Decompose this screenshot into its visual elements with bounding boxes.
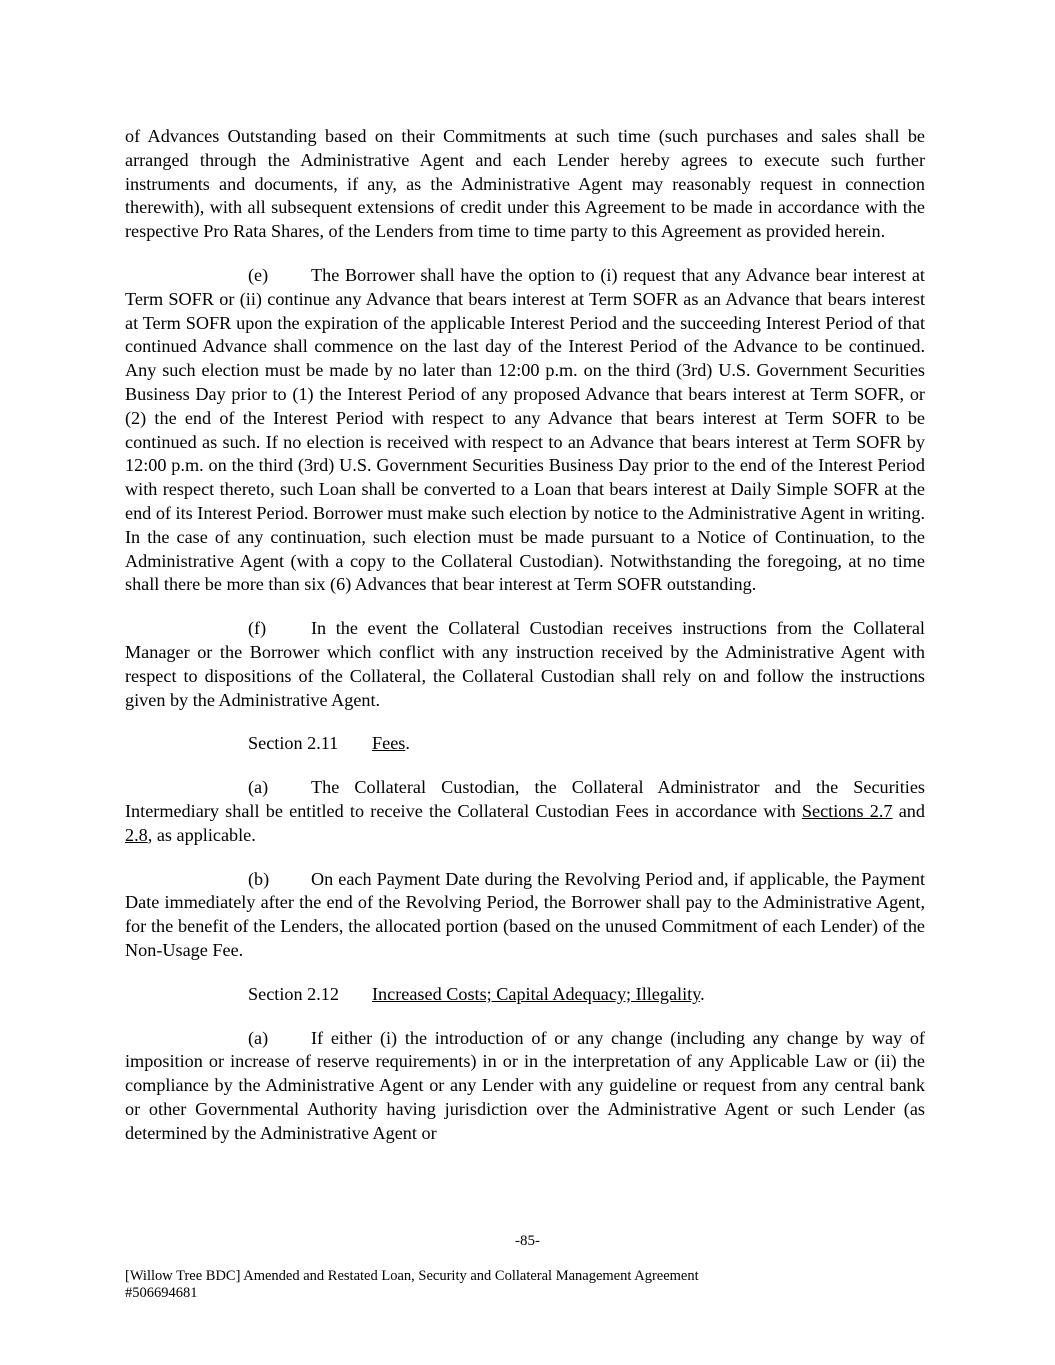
paragraph-2-12-a-text: If either (i) the introduction of or any change (including any change by way of imposition or increase of reserve requirements) in or in the interpretation of any Applicable Law or (ii) the compliance by the Administrative Agent or any Lender with any guideline or request from any central bank or other Governmental Authority having jurisdiction over the Administrative Agent or such Lender (as determined by the Administrative Agent or [125, 1027, 925, 1143]
paragraph-2-11-b-label: (b) [248, 868, 270, 889]
document-body [125, 125, 925, 1165]
section-2-11-punct: . [405, 733, 410, 754]
paragraph-2-11-a-text-after: , as applicable. [147, 824, 256, 845]
paragraph-f-label: (f) [248, 618, 267, 639]
section-2-11-heading [125, 732, 925, 756]
paragraph-e-label: (e) [248, 264, 269, 285]
section-reference-2-8: 2.8 [125, 824, 148, 845]
section-2-12-label: Section 2.12 [248, 983, 339, 1004]
paragraph-2-11-b-text: On each Payment Date during the Revolving Period and, if applicable, the Payment Date immediately after the end of the Revolving Period, the Borrower shall pay to the Administrative Agent, for the benefit of the Lenders, the allocated portion (based on the unused Commitment of each Lender) of the Non-Usage Fee. [125, 868, 925, 960]
section-2-12-punct: . [700, 983, 705, 1004]
page-footer [125, 1268, 925, 1302]
section-2-12-title: Increased Costs; Capital Adequacy; Illegality [372, 983, 701, 1004]
paragraph-2-12-a [125, 1027, 925, 1146]
paragraph-f [125, 617, 925, 712]
page-number: -85- [515, 1233, 540, 1249]
footer-document-title: [Willow Tree BDC] Amended and Restated Loan, Security and Collateral Management Agreement [125, 1268, 699, 1284]
paragraph-2-12-a-label: (a) [248, 1027, 269, 1048]
section-2-11-label: Section 2.11 [248, 733, 339, 754]
paragraph-2-11-a-text-mid: and [892, 800, 925, 821]
paragraph-f-text: In the event the Collateral Custodian receives instructions from the Collateral Manager or the Borrower which conflict with any instruction received by the Administrative Agent with respect to dispositions of the Collateral, the Collateral Custodian shall rely on and follow the instructions given by the Administrative Agent. [125, 618, 925, 710]
section-2-11-title: Fees [372, 733, 406, 754]
paragraph-2-11-a [125, 776, 925, 847]
paragraph-e [125, 264, 925, 597]
section-reference-2-7: Sections 2.7 [801, 800, 893, 821]
paragraph-e-text: The Borrower shall have the option to (i) request that any Advance bear interest at Term SOFR or (ii) continue any Advance that bears interest at Term SOFR as an Advance that bears interest at Term SOFR upon the expiration of the applicable Interest Period and the succeeding Interest Period of that continued Advance shall commence on the last day of the Interest Period of the Advance to be continued. Any such election must be made by no later than 12:00 p.m. on the third (3rd) U.S. Government Securities Business Day prior to (1) the Interest Period of any proposed Advance that bears interest at Term SOFR, or (2) the end of the Interest Period with respect to any Advance that bears interest at Term SOFR to be continued as such. If no election is received with respect to an Advance that bears interest at Term SOFR by 12:00 p.m. on the third (3rd) U.S. Government Securities Business Day prior to the end of the Interest Period with respect thereto, such Loan shall be converted to a Loan that bears interest at Daily Simple SOFR at the end of its Interest Period. Borrower must make such election by notice to the Administrative Agent in writing. In the case of any continuation, such election must be made pursuant to a Notice of Continuation, to the Administrative Agent (with a copy to the Collateral Custodian). Notwithstanding the foregoing, at no time shall there be more than six (6) Advances that bear interest at Term SOFR outstanding. [125, 264, 925, 595]
section-2-12-heading [125, 983, 925, 1007]
paragraph-2-11-a-text-before: The Collateral Custodian, the Collateral Administrator and the Securities Intermediary shall be entitled to receive the Collateral Custodian Fees in accordance with [125, 777, 925, 821]
footer-document-id: #506694681 [125, 1285, 198, 1301]
paragraph-intro: of Advances Outstanding based on their Commitments at such time (such purchases and sales shall be arranged through the Administrative Agent and each Lender hereby agrees to execute such further instruments and documents, if any, as the Administrative Agent may reasonably request in connection therewith), with all subsequent extensions of credit under this Agreement to be made in accordance with the respective Pro Rata Shares, of the Lenders from time to time party to this Agreement as provided herein. [125, 126, 925, 242]
paragraph-2-11-b [125, 868, 925, 963]
paragraph-2-11-a-label: (a) [248, 777, 269, 798]
